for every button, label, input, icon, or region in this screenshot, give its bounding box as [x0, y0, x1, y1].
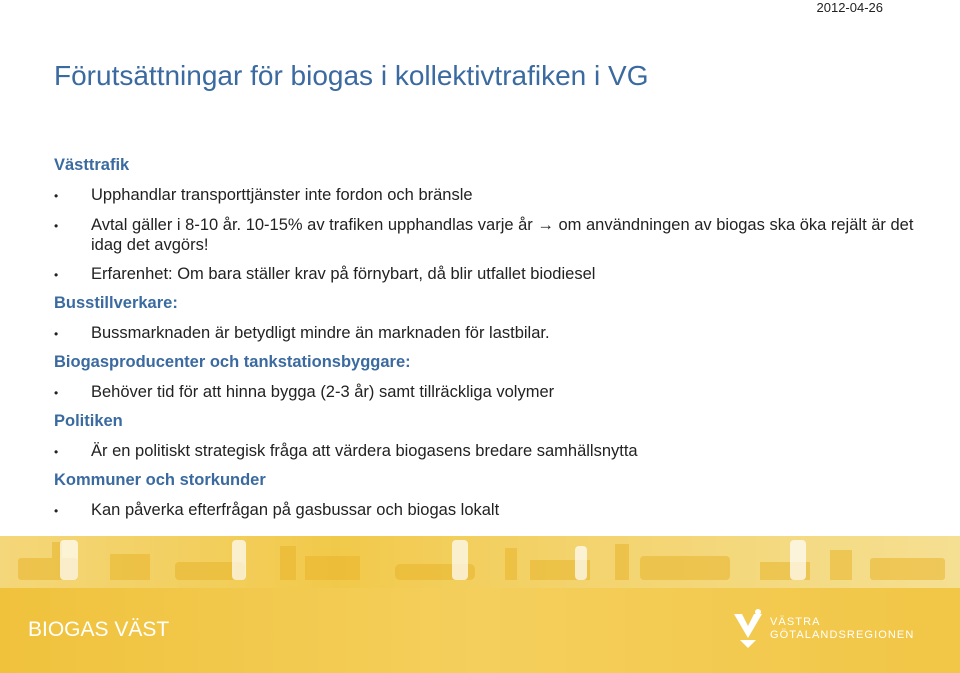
- bullet-item: [54, 185, 914, 206]
- vastra-gotalandsregionen-logo-icon: [732, 608, 766, 648]
- bullet-text: Erfarenhet: Om bara ställer krav på förnybart, då blir utfallet biodiesel: [91, 265, 596, 283]
- bullet-text: Avtal gäller i 8-10 år. 10-15% av trafiken upphandlas varje år → om användningen av biogas ska öka rejält är det idag det avgörs!: [91, 216, 914, 254]
- logo-line-1: VÄSTRA: [770, 616, 821, 628]
- decorative-banner: [0, 536, 960, 588]
- bullet-text: Är en politiskt strategisk fråga att värdera biogasens bredare samhällsnytta: [91, 442, 638, 460]
- bullet-item: [54, 264, 914, 285]
- bullet-text: Kan påverka efterfrågan på gasbussar och biogas lokalt: [91, 501, 500, 519]
- section-heading: Politiken: [54, 412, 123, 430]
- section-heading: Biogasproducenter och tankstationsbyggare:: [54, 353, 411, 371]
- bullet-item: [54, 215, 914, 255]
- bullet-text: Bussmarknaden är betydligt mindre än marknaden för lastbilar.: [91, 324, 550, 342]
- bullet-icon: •: [54, 327, 59, 341]
- section-heading: Västtrafik: [54, 156, 130, 174]
- bullet-icon: •: [54, 445, 59, 459]
- banner-illustration-icon: [0, 536, 960, 588]
- bullet-icon: •: [54, 189, 59, 203]
- bullet-icon: •: [54, 386, 59, 400]
- logo-line-2: GÖTALANDSREGIONEN: [770, 629, 915, 641]
- footer-brand: BIOGAS VÄST: [28, 618, 170, 641]
- bullet-item: [54, 323, 914, 344]
- bullet-icon: •: [54, 504, 59, 518]
- bullet-text: Behöver tid för att hinna bygga (2-3 år) samt tillräckliga volymer: [91, 383, 555, 401]
- slide-date: 2012-04-26: [816, 0, 883, 15]
- footer-bar: [0, 588, 960, 673]
- bullet-icon: •: [54, 268, 59, 282]
- bullet-icon: •: [54, 219, 59, 233]
- bullet-item: [54, 500, 914, 521]
- region-logo: [732, 608, 922, 654]
- section-heading: Kommuner och storkunder: [54, 471, 266, 489]
- bullet-text: Upphandlar transporttjänster inte fordon och bränsle: [91, 186, 473, 204]
- logo-text: [770, 616, 914, 642]
- slide-content: [54, 156, 914, 530]
- section-heading: Busstillverkare:: [54, 294, 178, 312]
- bullet-item: [54, 441, 914, 462]
- slide-title: Förutsättningar för biogas i kollektivtrafiken i VG: [54, 60, 649, 91]
- bullet-item: [54, 382, 914, 403]
